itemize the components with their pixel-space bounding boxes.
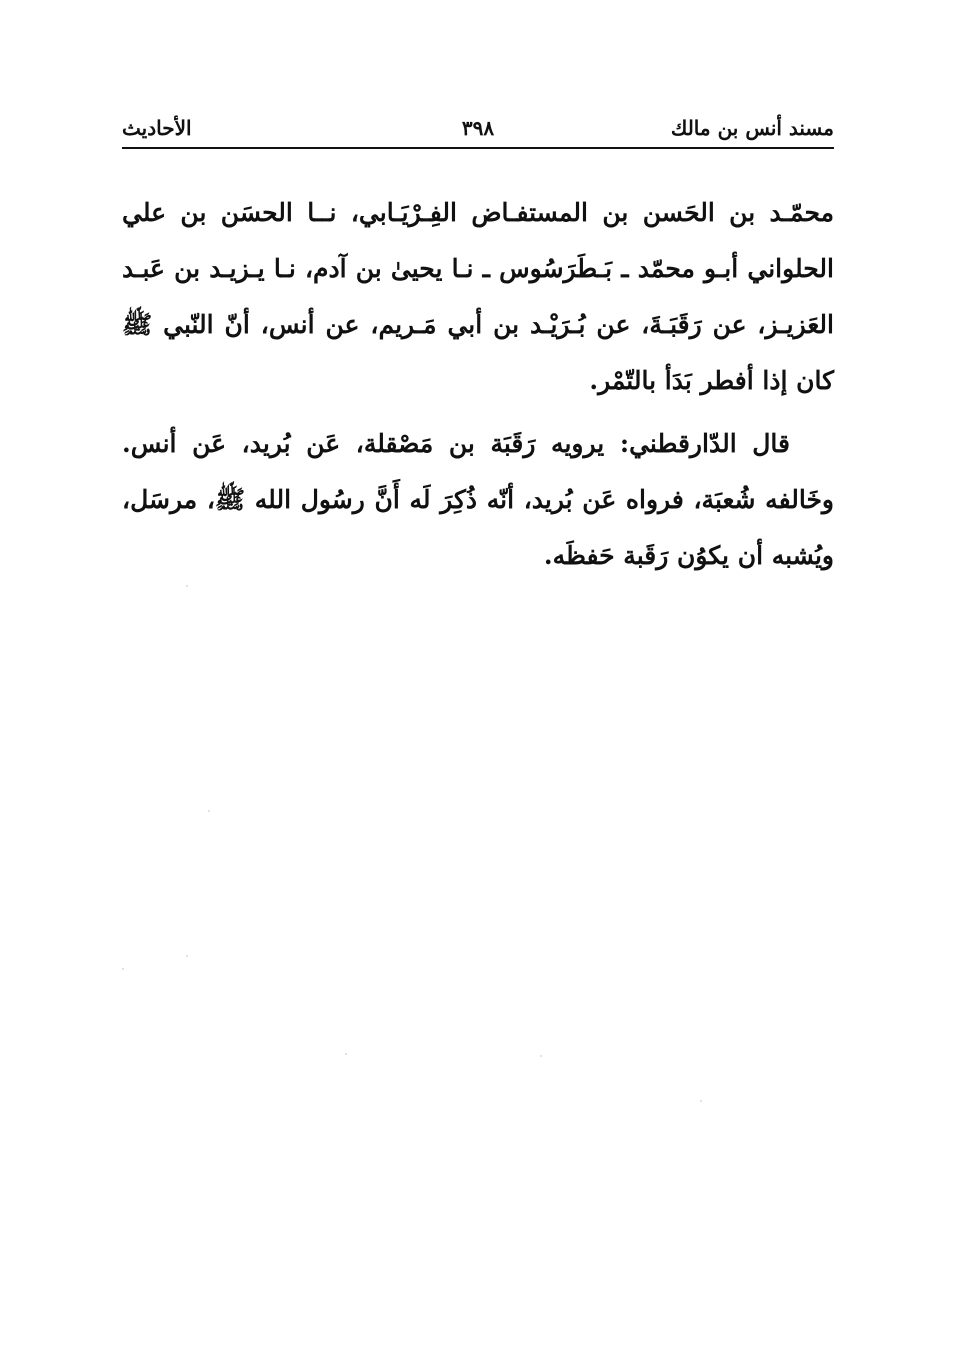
main-text bbox=[122, 185, 834, 584]
scan-speck bbox=[186, 585, 188, 587]
scan-speck bbox=[186, 955, 188, 957]
header-divider bbox=[122, 147, 834, 149]
scan-speck bbox=[208, 810, 210, 812]
book-title: مسند أنس بن مالك bbox=[670, 116, 834, 140]
page-number: ٣٩٨ bbox=[461, 116, 495, 140]
scan-speck bbox=[345, 1053, 347, 1055]
commentary-paragraph: قال الدّارقطني: يرويه رَقَبَة بن مَصْقلة، عَن بُريد، عَن أنس. وخَالفه شُعبَة، فرواه عَن بُريد، أنّه ذُكِرَ لَه أَنَّ رسُول الله ﷺ، مرسَل، ويُشبه أن يكوُن رَقَبة حَفظَه. bbox=[122, 429, 834, 570]
scan-speck bbox=[122, 968, 124, 970]
section-title: الأحاديث bbox=[122, 116, 192, 140]
hadith-paragraph: محمّـد بن الحَسن بن المستفـاض الفِـرْيَـابي، نــا الحسَن بن علي الحلواني أبـو محمّد ـ بَـطَرَسُوس ـ نـا يحيىٰ بن آدم، نـا يـزيـد بن عَبـد العَزيـز، عن رَقَبَـةَ، عن بُـرَيْـد بن أبي مَـريم، عن أنس، أنّ النّبي ﷺ كان إذا أفطر بَدَأ بالتّمْر. bbox=[122, 198, 834, 395]
scan-speck bbox=[540, 1055, 542, 1057]
running-header bbox=[122, 108, 834, 144]
scan-speck bbox=[700, 1100, 702, 1102]
